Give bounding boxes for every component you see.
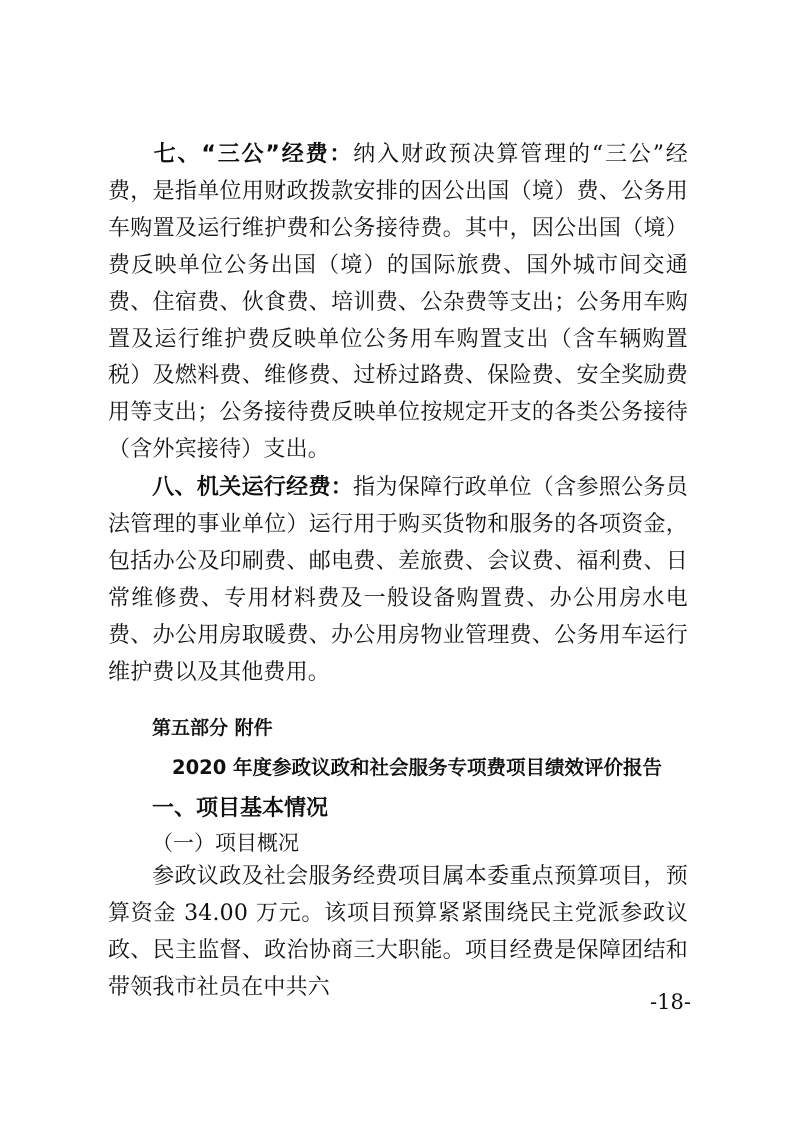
paragraph-agency-operating-expenses [108, 470, 688, 691]
report-title: 2020 年度参政议政和社会服务专项费项目绩效评价报告 [172, 756, 663, 779]
paragraph-three-public-expenses [108, 137, 688, 469]
subsection-heading-overview: （一）项目概况 [152, 831, 299, 855]
paragraph-project-overview [108, 859, 688, 1007]
page-number: -18- [650, 990, 691, 1014]
term-label-three-public-expenses: 七、“三公”经费： [152, 142, 354, 167]
part-five-heading: 第五部分 附件 [152, 717, 273, 739]
overview-text: 参政议政及社会服务经费项目属本委重点预算项目，预算资金 34.00 万元。该项目预算紧紧围绕民主党派参政议政、民主监督、政治协商三大职能。项目经费是保障团结和带领我市社员在中共六 [108, 864, 688, 1000]
term-label-agency-operating-expenses: 八、机关运行经费： [152, 475, 354, 500]
section-heading-basic-info: 一、项目基本情况 [152, 796, 329, 821]
term-definition-three-public-expenses: 纳入财政预决算管理的“三公”经费，是指单位用财政拨款安排的因公出国（境）费、公务用车购置及运行维护费和公务接待费。其中，因公出国（境）费反映单位公务出国（境）的国际旅费、国外城市间交通费、住宿费、伙食费、培训费、公杂费等支出；公务用车购置及运行维护费反映单位公务用车购置支出（含车辆购置税）及燃料费、维修费、过桥过路费、保险费、安全奖励费用等支出；公务接待费反映单位按规定开支的各类公务接待（含外宾接待）支出。 [108, 142, 688, 463]
term-definition-agency-operating-expenses: 指为保障行政单位（含参照公务员法管理的事业单位）运行用于购买货物和服务的各项资金，包括办公及印刷费、邮电费、差旅费、会议费、福利费、日常维修费、专用材料费及一般设备购置费、办公用房水电费、办公用房取暖费、办公用房物业管理费、公务用车运行维护费以及其他费用。 [108, 475, 688, 685]
